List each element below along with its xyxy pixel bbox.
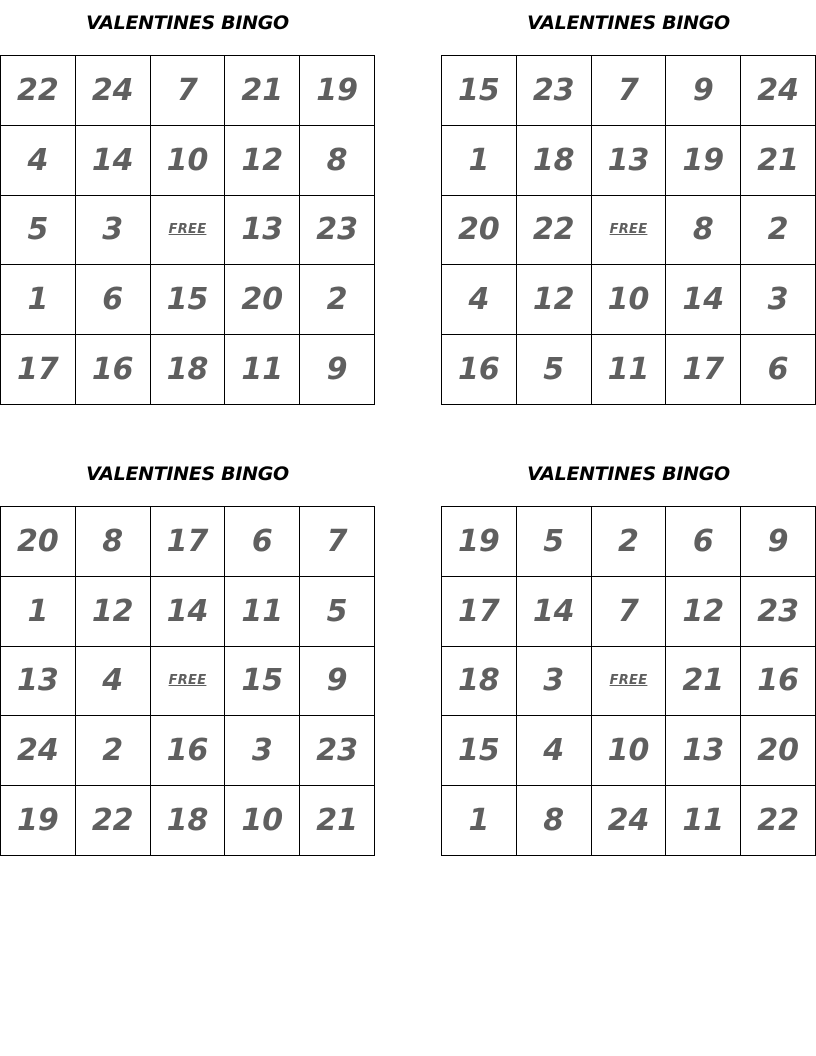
bingo-cell: 20 xyxy=(741,716,816,786)
bingo-cell: 11 xyxy=(225,577,300,647)
bingo-cell: 3 xyxy=(741,265,816,335)
bingo-cell: 5 xyxy=(517,507,592,577)
bingo-cell: 4 xyxy=(517,716,592,786)
bingo-cell: 6 xyxy=(666,507,741,577)
bingo-cell: 8 xyxy=(666,196,741,266)
bingo-cell: 24 xyxy=(592,786,667,856)
bingo-cell: 3 xyxy=(517,647,592,717)
card-title: VALENTINES BINGO xyxy=(86,463,289,485)
bingo-card-1 xyxy=(0,0,375,406)
bingo-cell: 7 xyxy=(592,577,667,647)
bingo-cell: 14 xyxy=(76,126,151,196)
bingo-cell: 13 xyxy=(666,716,741,786)
bingo-cell: 8 xyxy=(517,786,592,856)
bingo-cell: 23 xyxy=(517,56,592,126)
bingo-cell: 4 xyxy=(1,126,76,196)
bingo-cell: 21 xyxy=(225,56,300,126)
bingo-cell: 1 xyxy=(442,786,517,856)
bingo-cell: 20 xyxy=(442,196,517,266)
bingo-cell: 22 xyxy=(517,196,592,266)
bingo-cell: 12 xyxy=(517,265,592,335)
bingo-cell: 1 xyxy=(442,126,517,196)
bingo-cell: 9 xyxy=(300,647,375,717)
bingo-cell: 18 xyxy=(151,786,226,856)
bingo-cell: 21 xyxy=(741,126,816,196)
bingo-cell: 12 xyxy=(666,577,741,647)
bingo-cell: 14 xyxy=(666,265,741,335)
bingo-cell: 19 xyxy=(442,507,517,577)
bingo-cell: 17 xyxy=(1,335,76,405)
bingo-cell: 12 xyxy=(76,577,151,647)
bingo-cell: 6 xyxy=(225,507,300,577)
bingo-cell: 13 xyxy=(592,126,667,196)
bingo-cell: 12 xyxy=(225,126,300,196)
bingo-cell: 11 xyxy=(225,335,300,405)
bingo-grid xyxy=(441,506,816,856)
bingo-cell: 23 xyxy=(741,577,816,647)
card-title: VALENTINES BINGO xyxy=(86,12,289,34)
bingo-cell: 20 xyxy=(225,265,300,335)
bingo-cell: 22 xyxy=(1,56,76,126)
free-space-cell: FREE xyxy=(592,196,667,266)
free-space-cell: FREE xyxy=(592,647,667,717)
bingo-card-3 xyxy=(0,451,375,857)
bingo-cell: 15 xyxy=(442,56,517,126)
bingo-cell: 6 xyxy=(741,335,816,405)
bingo-cell: 24 xyxy=(76,56,151,126)
bingo-cell: 19 xyxy=(1,786,76,856)
bingo-cell: 16 xyxy=(151,716,226,786)
bingo-grid xyxy=(441,55,816,405)
bingo-cell: 24 xyxy=(741,56,816,126)
bingo-cell: 21 xyxy=(300,786,375,856)
bingo-cell: 15 xyxy=(442,716,517,786)
bingo-cell: 17 xyxy=(666,335,741,405)
bingo-cell: 10 xyxy=(592,265,667,335)
bingo-cell: 20 xyxy=(1,507,76,577)
bingo-cell: 17 xyxy=(442,577,517,647)
bingo-cell: 18 xyxy=(442,647,517,717)
bingo-cell: 2 xyxy=(592,507,667,577)
bingo-cell: 10 xyxy=(592,716,667,786)
bingo-grid xyxy=(0,506,375,856)
bingo-cell: 7 xyxy=(151,56,226,126)
bingo-card-2 xyxy=(441,0,816,406)
bingo-cell: 9 xyxy=(300,335,375,405)
bingo-cell: 5 xyxy=(517,335,592,405)
bingo-cell: 2 xyxy=(741,196,816,266)
bingo-cell: 8 xyxy=(76,507,151,577)
free-space-cell: FREE xyxy=(151,196,226,266)
bingo-cell: 16 xyxy=(442,335,517,405)
bingo-cell: 4 xyxy=(442,265,517,335)
bingo-cell: 13 xyxy=(225,196,300,266)
bingo-cell: 10 xyxy=(151,126,226,196)
bingo-cell: 8 xyxy=(300,126,375,196)
bingo-cell: 18 xyxy=(517,126,592,196)
bingo-cell: 3 xyxy=(76,196,151,266)
bingo-card-4 xyxy=(441,451,816,857)
bingo-cell: 15 xyxy=(225,647,300,717)
bingo-cell: 24 xyxy=(1,716,76,786)
bingo-cell: 23 xyxy=(300,196,375,266)
bingo-cell: 9 xyxy=(666,56,741,126)
bingo-cell: 3 xyxy=(225,716,300,786)
bingo-cell: 13 xyxy=(1,647,76,717)
bingo-cell: 11 xyxy=(592,335,667,405)
bingo-cell: 4 xyxy=(76,647,151,717)
card-title: VALENTINES BINGO xyxy=(527,12,730,34)
bingo-cell: 19 xyxy=(300,56,375,126)
bingo-cell: 5 xyxy=(1,196,76,266)
bingo-cell: 7 xyxy=(592,56,667,126)
free-space-cell: FREE xyxy=(151,647,226,717)
bingo-cell: 15 xyxy=(151,265,226,335)
bingo-cell: 7 xyxy=(300,507,375,577)
bingo-cell: 22 xyxy=(741,786,816,856)
bingo-cell: 5 xyxy=(300,577,375,647)
bingo-cell: 14 xyxy=(151,577,226,647)
bingo-cell: 16 xyxy=(741,647,816,717)
bingo-cell: 18 xyxy=(151,335,226,405)
bingo-cell: 10 xyxy=(225,786,300,856)
bingo-cell: 1 xyxy=(1,577,76,647)
bingo-cell: 17 xyxy=(151,507,226,577)
card-title: VALENTINES BINGO xyxy=(527,463,730,485)
bingo-cell: 14 xyxy=(517,577,592,647)
bingo-cell: 22 xyxy=(76,786,151,856)
bingo-cell: 23 xyxy=(300,716,375,786)
bingo-cell: 6 xyxy=(76,265,151,335)
bingo-cell: 11 xyxy=(666,786,741,856)
bingo-cell: 2 xyxy=(76,716,151,786)
bingo-cell: 9 xyxy=(741,507,816,577)
bingo-grid xyxy=(0,55,375,405)
bingo-cell: 19 xyxy=(666,126,741,196)
bingo-cell: 16 xyxy=(76,335,151,405)
bingo-cell: 1 xyxy=(1,265,76,335)
bingo-cell: 2 xyxy=(300,265,375,335)
bingo-cell: 21 xyxy=(666,647,741,717)
